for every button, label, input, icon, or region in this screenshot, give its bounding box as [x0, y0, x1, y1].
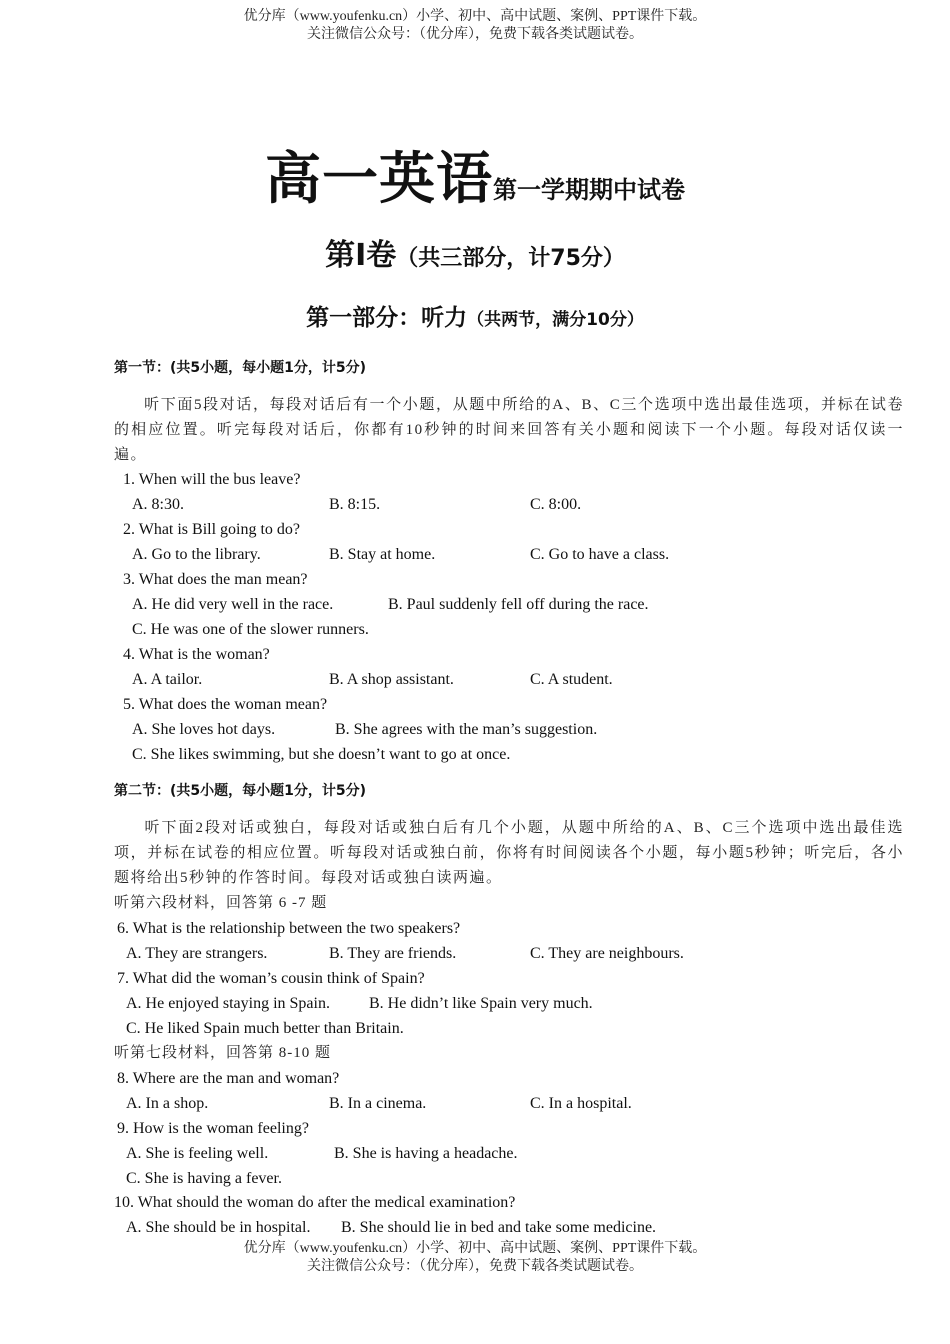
section-one-instructions — [114, 393, 904, 468]
part-one-title: 第一部分：听力 — [306, 305, 468, 331]
question-stem: 6. What is the relationship between the two speakers? — [117, 920, 461, 937]
option-b: B. She should lie in bed and take some medicine. — [341, 1219, 657, 1236]
option-a: A. She is feeling well. — [126, 1145, 269, 1162]
banner-line-1: 优分库（www.youfenku.cn）小学、初中、高中试题、案例、PPT课件下载。 — [243, 9, 707, 24]
option-a: A. They are strangers. — [126, 945, 268, 962]
option-c: C. They are neighbours. — [530, 945, 684, 962]
volume-heading — [0, 234, 950, 281]
option-b: B. In a cinema. — [329, 1095, 427, 1112]
option-b: B. A shop assistant. — [329, 671, 454, 688]
banner-line-2: 关注微信公众号：（优分库），免费下载各类试题试卷。 — [307, 27, 643, 42]
option-b: B. She agrees with the man’s suggestion. — [335, 721, 598, 738]
question-stem: 3. What does the man mean? — [123, 571, 308, 588]
question-stem: 2. What is Bill going to do? — [123, 521, 301, 538]
question-stem: 4. What is the woman? — [123, 646, 270, 663]
option-c: C. Go to have a class. — [530, 546, 670, 563]
section-two-instructions — [114, 816, 904, 891]
option-c: C. He was one of the slower runners. — [132, 621, 369, 638]
option-c: C. In a hospital. — [530, 1095, 632, 1112]
volume-note: （共三部分，计75分） — [396, 246, 625, 271]
question-stem: 1. When will the bus leave? — [123, 471, 301, 488]
option-a: A. She should be in hospital. — [126, 1219, 311, 1236]
option-a: A. In a shop. — [126, 1095, 209, 1112]
option-a: A. A tailor. — [132, 671, 203, 688]
material-six-note: 听第六段材料，回答第 6 -7 题 — [114, 895, 328, 911]
exam-title — [0, 148, 950, 212]
question-stem: 8. Where are the man and woman? — [117, 1070, 340, 1087]
section-one-instructions-text: 听下面5段对话，每段对话后有一个小题，从题中所给的A、B、C三个选项中选出最佳选项，并标在试卷的相应位置。听完每段对话后，你都有10秒钟的时间来回答有关小题和阅读下一个小题。每段对话仅读一遍。 — [114, 397, 904, 463]
part-one-note: （共两节，满分10分） — [467, 310, 644, 330]
banner-line-2: 关注微信公众号：（优分库），免费下载各类试题试卷。 — [307, 1259, 643, 1274]
option-b: B. She is having a headache. — [334, 1145, 518, 1162]
question-stem: 7. What did the woman’s cousin think of Spain? — [117, 970, 425, 987]
option-c: C. She likes swimming, but she doesn’t want to go at once. — [132, 746, 511, 763]
option-c: C. He liked Spain much better than Britain. — [126, 1020, 404, 1037]
option-c: C. She is having a fever. — [126, 1170, 282, 1187]
banner-line-1: 优分库（www.youfenku.cn）小学、初中、高中试题、案例、PPT课件下载。 — [243, 1241, 707, 1256]
option-b: B. They are friends. — [329, 945, 457, 962]
option-b: B. 8:15. — [329, 496, 381, 513]
option-b: B. Stay at home. — [329, 546, 436, 563]
question-stem: 5. What does the woman mean? — [123, 696, 328, 713]
header-banner — [0, 8, 950, 44]
option-c: C. 8:00. — [530, 496, 582, 513]
section-two-instructions-text: 听下面2段对话或独白，每段对话或独白后有几个小题，从题中所给的A、B、C三个选项中选出最佳选项，并标在试卷的相应位置。听每段对话或独白前，你将有时间阅读各个小题，每小题5秒钟；听完后，各小题将给出5秒钟的作答时间。每段对话或独白读两遍。 — [114, 820, 904, 886]
section-one-heading: 第一节：(共5小题，每小题1分，计5分) — [114, 360, 367, 376]
material-seven-note: 听第七段材料，回答第 8-10 题 — [114, 1045, 331, 1061]
option-c: C. A student. — [530, 671, 613, 688]
title-sub: 第一学期期中试卷 — [493, 178, 685, 204]
part-one-heading — [0, 300, 950, 338]
option-b: B. He didn’t like Spain very much. — [369, 995, 593, 1012]
footer-banner — [0, 1240, 950, 1276]
option-b: B. Paul suddenly fell off during the race. — [388, 596, 649, 613]
volume-title: 第Ⅰ卷 — [325, 238, 397, 273]
title-main: 高一英语 — [265, 147, 493, 212]
question-stem: 9. How is the woman feeling? — [117, 1120, 309, 1137]
option-a: A. Go to the library. — [132, 546, 261, 563]
question-stem: 10. What should the woman do after the medical examination? — [114, 1194, 516, 1211]
option-a: A. 8:30. — [132, 496, 184, 513]
option-a: A. He enjoyed staying in Spain. — [126, 995, 330, 1012]
option-a: A. He did very well in the race. — [132, 596, 334, 613]
section-two-heading: 第二节：(共5小题，每小题1分，计5分) — [114, 783, 367, 799]
option-a: A. She loves hot days. — [132, 721, 276, 738]
